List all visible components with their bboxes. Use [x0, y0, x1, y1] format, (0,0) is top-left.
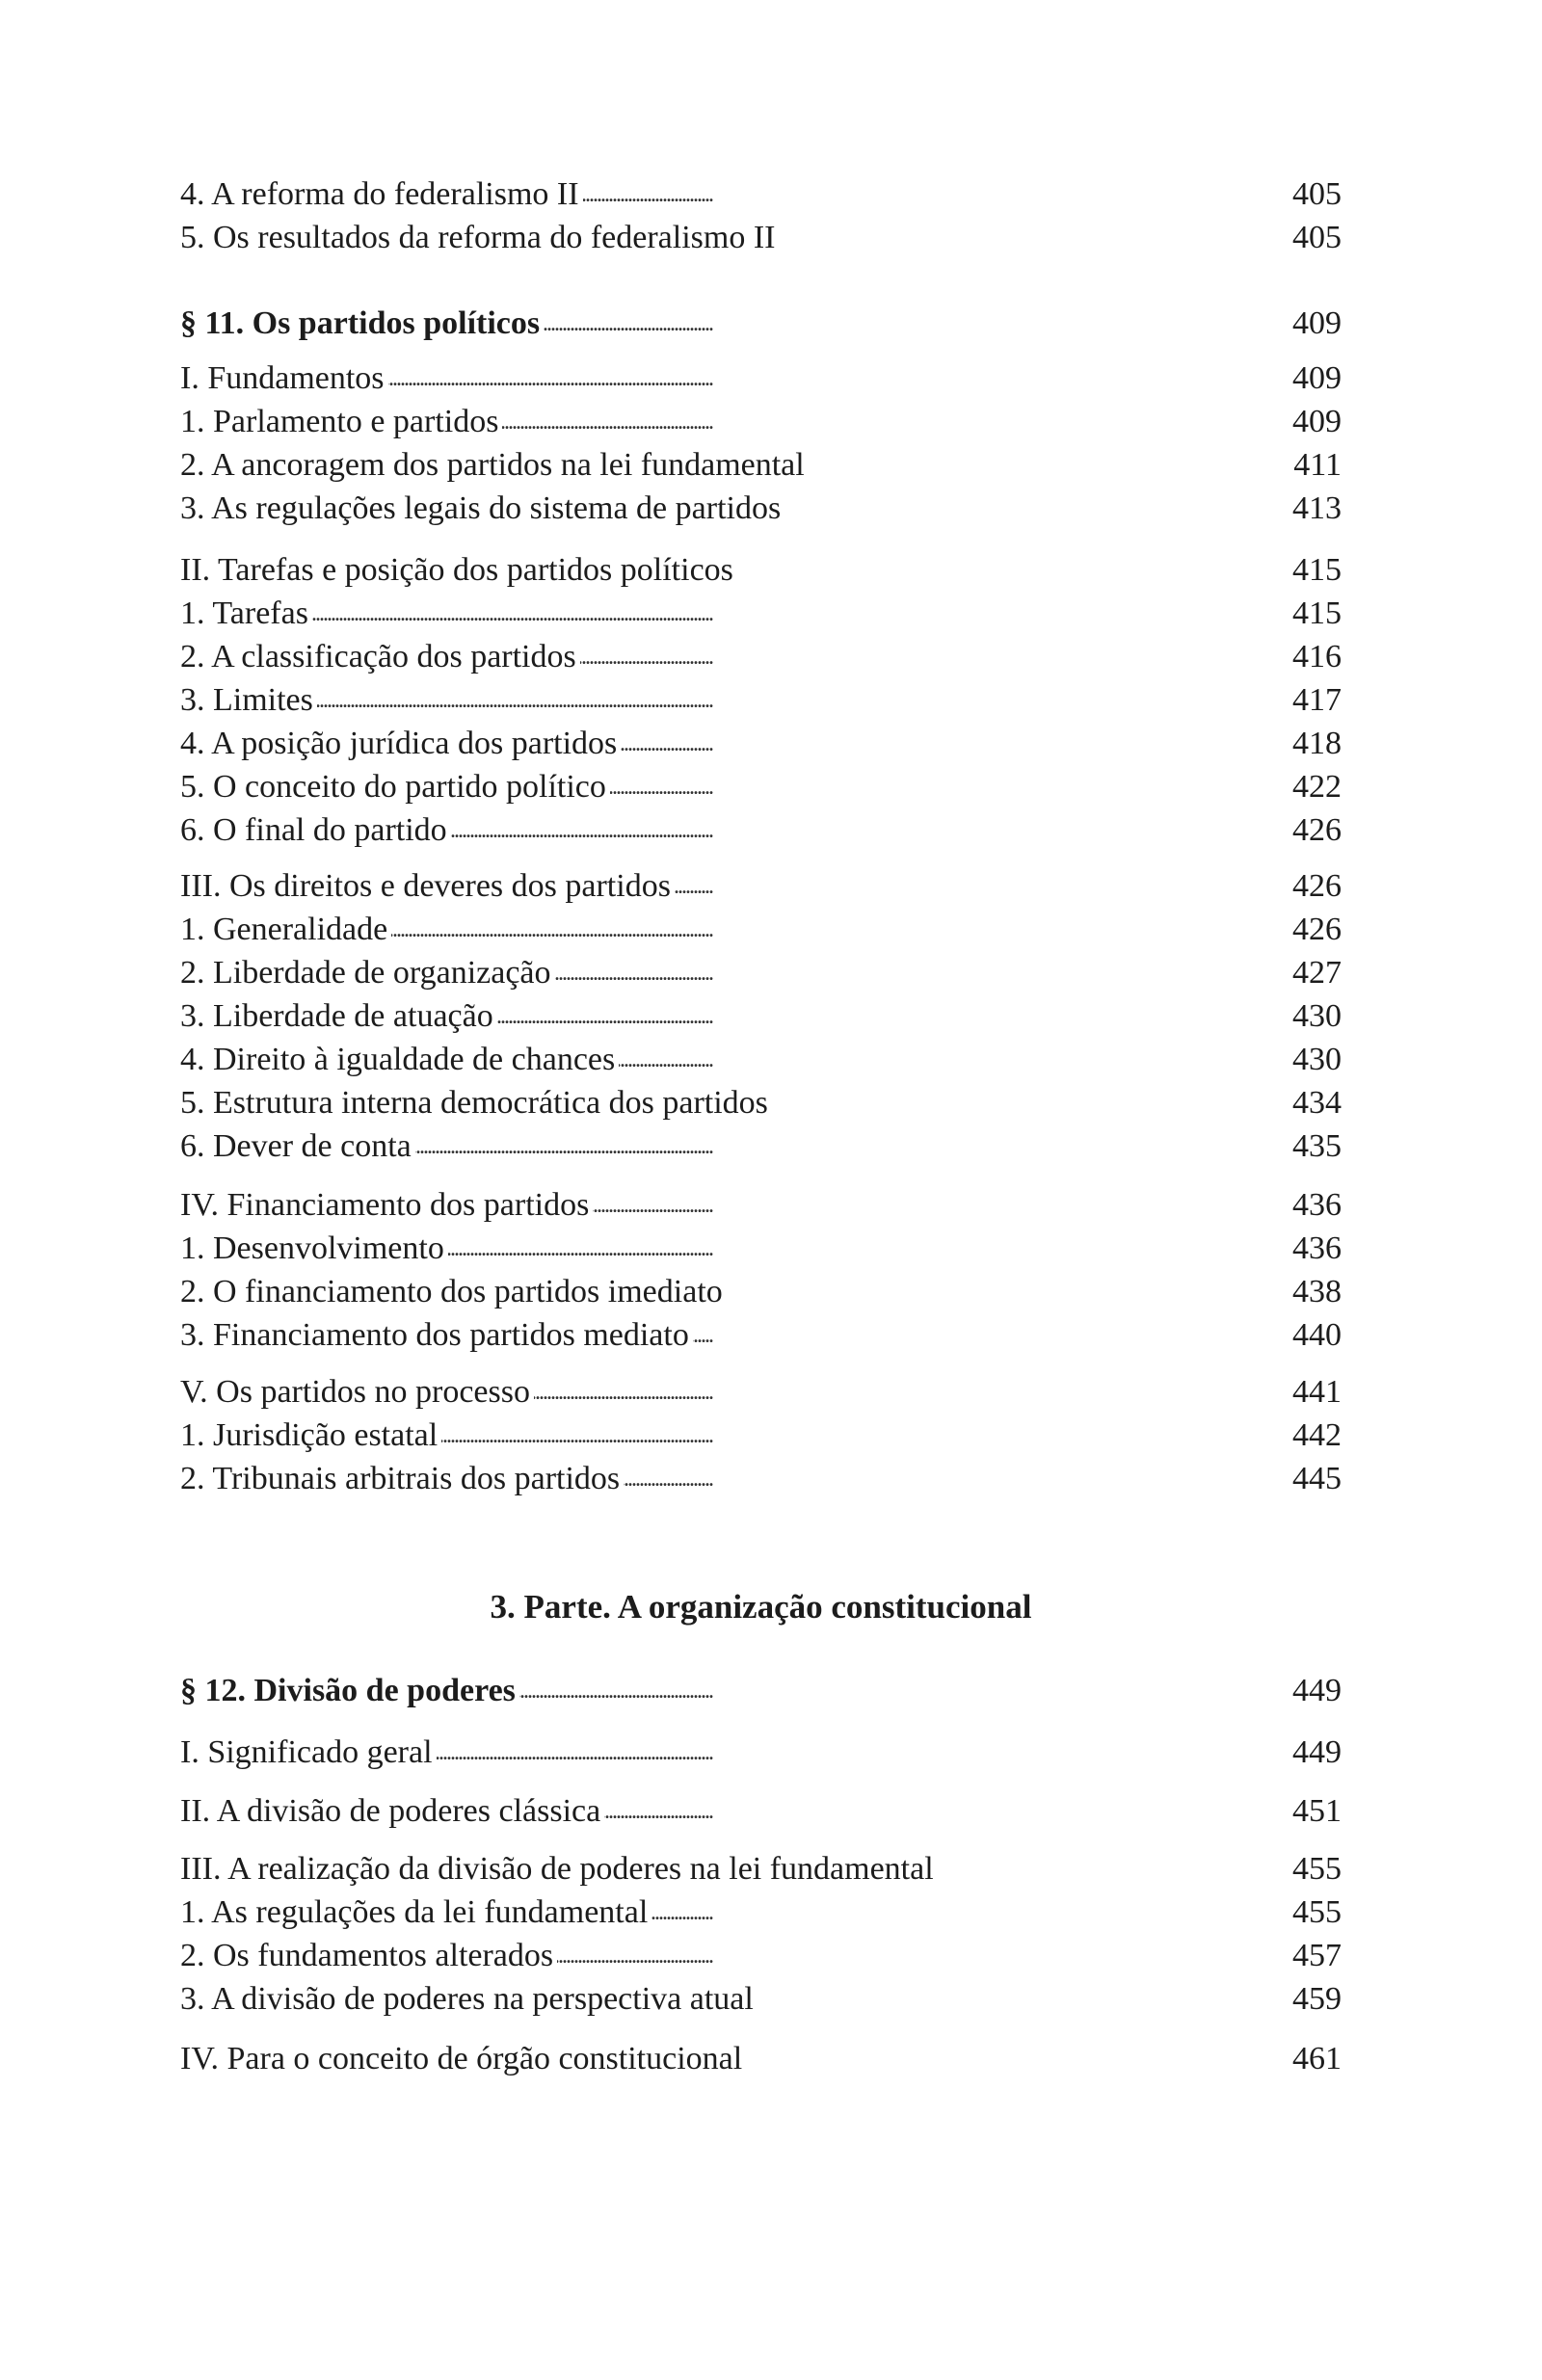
entry-label: 3. Financiamento dos partidos mediato	[180, 1317, 693, 1353]
toc-entry	[180, 1082, 1342, 1124]
entry-label: I. Significado geral	[180, 1734, 437, 1770]
entry-label: 3. As regulações legais do sistema de partidos	[180, 490, 784, 526]
entry-label: II. Tarefas e posição dos partidos políticos	[180, 552, 737, 588]
entry-page: 426	[1292, 812, 1342, 848]
entry-label: I. Fundamentos	[180, 360, 388, 396]
toc-entry	[180, 444, 1342, 487]
toc-entry	[180, 1314, 1342, 1357]
toc-entry	[180, 865, 1342, 908]
entry-page: 457	[1292, 1938, 1342, 1973]
entry-label: § 12. Divisão de poderes	[180, 1673, 519, 1708]
entry-page: 413	[1292, 490, 1342, 526]
entry-page: 426	[1292, 912, 1342, 947]
entry-label: 1. Tarefas	[180, 595, 312, 631]
entry-page: 411	[1293, 447, 1342, 483]
entry-page: 451	[1292, 1793, 1342, 1829]
entry-page: 415	[1292, 595, 1342, 631]
entry-page: 434	[1292, 1085, 1342, 1121]
toc-entry	[180, 995, 1342, 1038]
entry-page: 405	[1292, 176, 1342, 212]
entry-page: 427	[1292, 955, 1342, 991]
entry-label: 5. Os resultados da reforma do federalismo II	[180, 220, 779, 255]
entry-label: V. Os partidos no processo	[180, 1374, 534, 1410]
entry-page: 445	[1292, 1461, 1342, 1496]
toc-entry	[180, 593, 1342, 635]
toc-entry	[180, 1935, 1342, 1977]
entry-page: 441	[1292, 1374, 1342, 1410]
entry-label: 1. Generalidade	[180, 912, 391, 947]
entry-label: III. A realização da divisão de poderes na lei fundamental	[180, 1851, 938, 1887]
entry-label: § 11. Os partidos políticos	[180, 305, 544, 341]
entry-page: 455	[1292, 1851, 1342, 1887]
toc-entry	[180, 1848, 1342, 1891]
entry-page: 426	[1292, 868, 1342, 904]
toc-entry	[180, 809, 1342, 852]
entry-label: 1. Desenvolvimento	[180, 1230, 448, 1266]
entry-label: 5. Estrutura interna democrática dos partidos	[180, 1085, 772, 1121]
entry-page: 417	[1292, 682, 1342, 718]
toc-entry	[180, 1458, 1342, 1500]
toc-entry	[180, 1184, 1342, 1227]
entry-label: IV. Financiamento dos partidos	[180, 1187, 593, 1223]
entry-page: 442	[1292, 1417, 1342, 1453]
toc-entry	[180, 357, 1342, 400]
toc-entry	[180, 549, 1342, 592]
entry-page: 405	[1292, 220, 1342, 255]
entry-page: 409	[1292, 360, 1342, 396]
entry-page: 430	[1292, 1042, 1342, 1077]
toc-entry	[180, 1891, 1342, 1934]
toc-entry	[180, 909, 1342, 951]
toc-entry	[180, 1228, 1342, 1270]
entry-label: 4. Direito à igualdade de chances	[180, 1042, 619, 1077]
entry-label: IV. Para o conceito de órgão constitucional	[180, 2041, 746, 2076]
toc-entry	[180, 679, 1342, 722]
toc-entry	[180, 217, 1342, 259]
entry-page: 418	[1292, 726, 1342, 761]
entry-page: 415	[1292, 552, 1342, 588]
entry-page: 455	[1292, 1894, 1342, 1930]
toc-entry	[180, 1125, 1342, 1168]
entry-label: II. A divisão de poderes clássica	[180, 1793, 604, 1829]
entry-page: 461	[1292, 2041, 1342, 2076]
entry-label: 4. A reforma do federalismo II	[180, 176, 583, 212]
toc-entry	[180, 1271, 1342, 1313]
entry-page: 449	[1292, 1734, 1342, 1770]
entry-label: 4. A posição jurídica dos partidos	[180, 726, 621, 761]
entry-label: 2. Os fundamentos alterados	[180, 1938, 557, 1973]
entry-label: 2. A classificação dos partidos	[180, 639, 580, 674]
toc-entry	[180, 952, 1342, 994]
entry-page: 416	[1292, 639, 1342, 674]
toc-entry	[180, 1415, 1342, 1457]
entry-label: 3. Liberdade de atuação	[180, 998, 497, 1034]
toc-entry	[180, 723, 1342, 765]
entry-page: 430	[1292, 998, 1342, 1034]
entry-page: 409	[1292, 305, 1342, 341]
entry-label: 1. Parlamento e partidos	[180, 404, 502, 439]
toc-entry	[180, 1978, 1342, 2021]
entry-label: 1. Jurisdição estatal	[180, 1417, 441, 1453]
toc-entry	[180, 1371, 1342, 1414]
section-heading	[180, 303, 1342, 345]
entry-label: 2. A ancoragem dos partidos na lei fundamental	[180, 447, 809, 483]
toc-entry	[180, 766, 1342, 808]
entry-page: 436	[1292, 1230, 1342, 1266]
entry-page: 409	[1292, 404, 1342, 439]
toc-entry	[180, 1790, 1342, 1833]
toc-entry	[180, 401, 1342, 443]
part-heading: 3. Parte. A organização constitucional	[490, 1588, 1032, 1626]
entry-label: 3. Limites	[180, 682, 317, 718]
entry-page: 449	[1292, 1673, 1342, 1708]
toc-entry	[180, 1039, 1342, 1081]
entry-label: 2. Tribunais arbitrais dos partidos	[180, 1461, 624, 1496]
entry-label: 6. Dever de conta	[180, 1128, 415, 1164]
toc-entry	[180, 1732, 1342, 1774]
entry-label: III. Os direitos e deveres dos partidos	[180, 868, 675, 904]
entry-page: 422	[1292, 769, 1342, 805]
entry-page: 435	[1292, 1128, 1342, 1164]
entry-label: 6. O final do partido	[180, 812, 451, 848]
section-heading	[180, 1670, 1342, 1712]
entry-label: 2. O financiamento dos partidos imediato	[180, 1274, 727, 1309]
entry-page: 440	[1292, 1317, 1342, 1353]
toc-entry	[180, 2038, 1342, 2080]
entry-page: 438	[1292, 1274, 1342, 1309]
entry-label: 2. Liberdade de organização	[180, 955, 555, 991]
toc-entry	[180, 488, 1342, 530]
entry-label: 5. O conceito do partido político	[180, 769, 610, 805]
toc-entry	[180, 636, 1342, 678]
entry-label: 3. A divisão de poderes na perspectiva atual	[180, 1981, 758, 2017]
entry-page: 459	[1292, 1981, 1342, 2017]
entry-label: 1. As regulações da lei fundamental	[180, 1894, 651, 1930]
entry-page: 436	[1292, 1187, 1342, 1223]
toc-entry	[180, 173, 1342, 216]
